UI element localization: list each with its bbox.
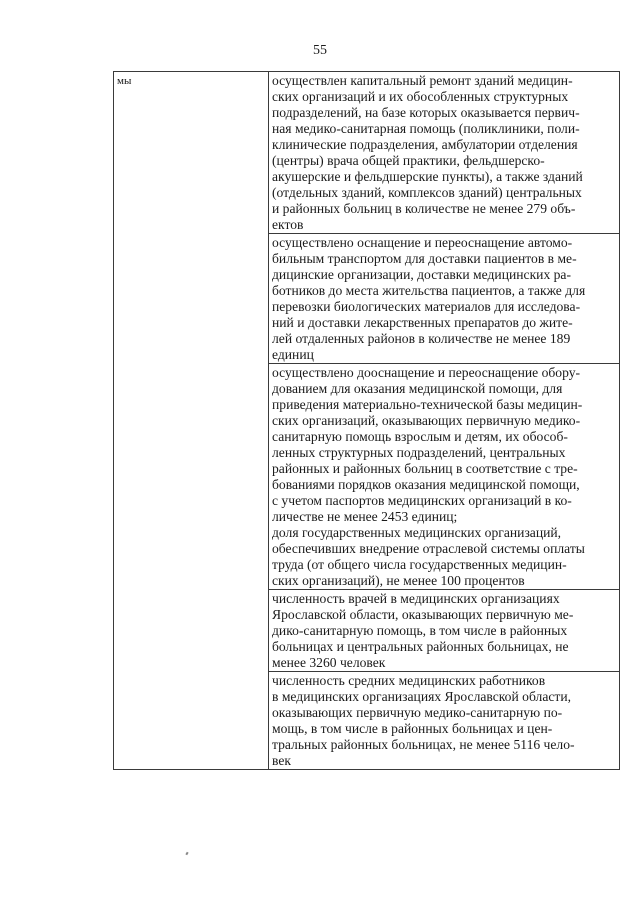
text-line: перевозки биологических материалов для исследова- [272, 299, 581, 314]
text-line: бильным транспортом для доставки пациентов в ме- [272, 251, 577, 266]
text-line: дицинские организации, доставки медицинских ра- [272, 267, 571, 282]
text-line: численность врачей в медицинских организациях [272, 591, 560, 606]
text-line: дико-санитарную помощь, в том числе в районных [272, 623, 568, 638]
table-cell [269, 234, 620, 364]
text-line: ная медико-санитарная помощь (поликлиники, поли- [272, 121, 580, 136]
text-line: личестве не менее 2453 единиц; [272, 509, 458, 524]
text-line: тральных районных больницах, не менее 5116 чело- [272, 737, 575, 752]
text-line: районных и районных больниц в соответствие с тре- [272, 461, 578, 476]
text-line: Ярославской области, оказывающих первичную ме- [272, 607, 574, 622]
indicators-table [113, 71, 620, 770]
text-line: единиц [272, 347, 314, 362]
text-line: ний и доставки лекарственных препаратов до жите- [272, 315, 573, 330]
text-line: ских организаций, оказывающих первичную медико- [272, 413, 581, 428]
text-line: (центры) врача общей практики, фельдшерско- [272, 153, 545, 168]
text-line: век [272, 753, 291, 768]
text-line: доля государственных медицинских организаций, [272, 525, 562, 540]
text-line: ских организаций и их обособленных структурных [272, 89, 569, 104]
table-cell [269, 590, 620, 672]
text-line: приведения материально-технической базы медицин- [272, 397, 583, 412]
text-line: оказывающих первичную медико-санитарную по- [272, 705, 563, 720]
text-line: с учетом паспортов медицинских организаций в ко- [272, 493, 572, 508]
table-cell [269, 364, 620, 590]
table-row [114, 72, 620, 234]
table-cell [269, 72, 620, 234]
table-cell [269, 672, 620, 770]
text-line: клинические подразделения, амбулатории отделения [272, 137, 578, 152]
text-line: менее 3260 человек [272, 655, 386, 670]
text-line: труда (от общего числа государственных медицин- [272, 557, 567, 572]
text-line: дованием для оказания медицинской помощи, для [272, 381, 563, 396]
text-line: акушерские и фельдшерские пункты), а также зданий [272, 169, 583, 184]
scan-speck [185, 852, 188, 856]
text-line: осуществлено дооснащение и переоснащение обору- [272, 365, 581, 380]
text-line: численность средних медицинских работников [272, 673, 546, 688]
text-line: подразделений, на базе которых оказывается первич- [272, 105, 580, 120]
text-line: ектов [272, 217, 304, 232]
text-line: и районных больниц в количестве не менее 279 объ- [272, 201, 576, 216]
text-line: лей отдаленных районов в количестве не менее 189 [272, 331, 571, 346]
text-line: больницах и центральных районных больницах, не [272, 639, 569, 654]
text-line: ленных структурных подразделений, центральных [272, 445, 566, 460]
text-line: ботников до места жительства пациентов, а также для [272, 283, 586, 298]
text-line: бованиями порядков оказания медицинской помощи, [272, 477, 580, 492]
page-number: 55 [313, 43, 327, 58]
text-line: ских организаций), не менее 100 процентов [272, 573, 525, 588]
text-line: осуществлено оснащение и переоснащение автомо- [272, 235, 573, 250]
text-line: (отдельных зданий, комплексов зданий) центральных [272, 185, 582, 200]
left-cell: мы [114, 72, 269, 770]
text-line: обеспечивших внедрение отраслевой системы оплаты [272, 541, 585, 556]
text-line: в медицинских организациях Ярославской области, [272, 689, 571, 704]
text-line: мощь, в том числе в районных больницах и цен- [272, 721, 553, 736]
text-line: осуществлен капитальный ремонт зданий медицин- [272, 73, 573, 88]
text-line: санитарную помощь взрослым и детям, их обособ- [272, 429, 568, 444]
